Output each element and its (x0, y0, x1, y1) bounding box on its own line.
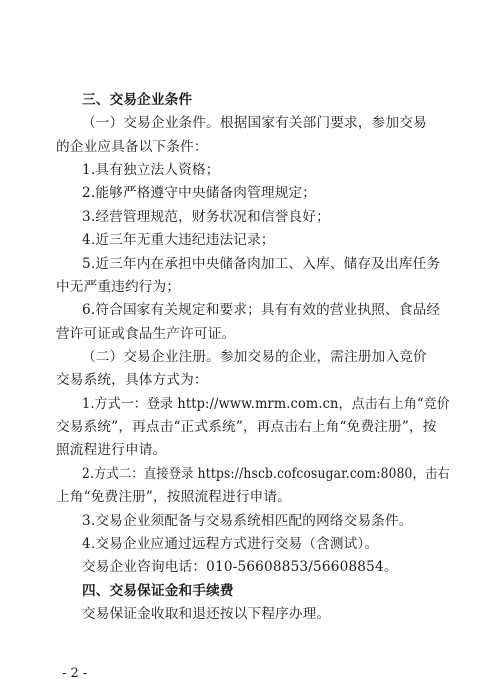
list-item-continued: 上角“免费注册”，按照流程进行申请。 (56, 489, 291, 505)
list-item: 4.近三年无重大违纪违法记录； (82, 232, 275, 248)
list-item: 5.近三年内在承担中央储备肉加工、入库、储存及出库任务 (82, 256, 441, 272)
list-item-continued: 照流程进行申请。 (56, 442, 167, 458)
list-item: 3.经营管理规范，财务状况和信誉良好； (82, 209, 330, 225)
list-item: 1.方式一：登录 http://www.mrm.com.cn，点击右上角“竞价 (82, 396, 450, 412)
paragraph-line: 交易保证金收取和退还按以下程序办理。 (82, 606, 331, 622)
section-heading-4: 四、交易保证金和手续费 (82, 583, 234, 599)
list-item-continued: 中无严重违约行为； (56, 279, 181, 295)
list-item: 2.方式二：直接登录 https://hscb.cofcosugar.com:8080，击右 (82, 466, 450, 482)
paragraph-line: （一）交易企业条件。根据国家有关部门要求，参加交易 (82, 115, 427, 131)
paragraph-line: 的企业应具备以下条件： (56, 139, 208, 155)
list-item: 4.交易企业应通过远程方式进行交易（含测试）。 (82, 536, 379, 552)
list-item: 6.符合国家有关规定和要求；具有有效的营业执照、食品经 (82, 302, 441, 318)
section-heading-3: 三、交易企业条件 (82, 92, 193, 108)
list-item-continued: 交易系统”，再点击“正式系统”，再点击右上角“免费注册”，按 (56, 419, 437, 435)
page-number: - 2 - (62, 666, 88, 681)
list-item: 1.具有独立法人资格； (82, 162, 220, 178)
list-item: 3.交易企业须配备与交易系统相匹配的网络交易条件。 (82, 513, 413, 529)
list-item: 2.能够严格遵守中央储备肉管理规定； (82, 185, 317, 201)
contact-phone: 交易企业咨询电话：010-56608853/56608854。 (82, 559, 398, 575)
paragraph-line: 交易系统，具体方式为： (56, 372, 208, 388)
list-item-continued: 营许可证或食品生产许可证。 (56, 326, 236, 342)
paragraph-line: （二）交易企业注册。参加交易的企业，需注册加入竞价 (82, 349, 427, 365)
